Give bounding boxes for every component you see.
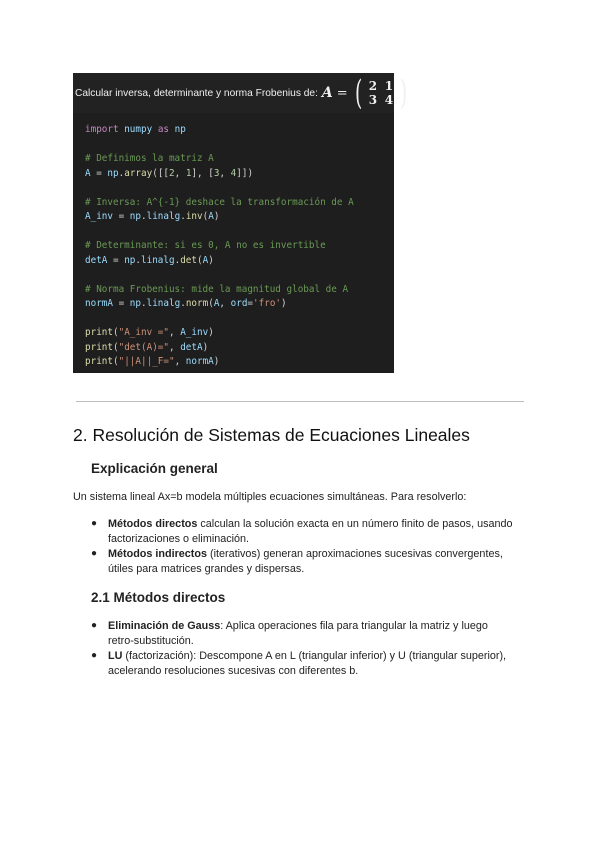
methods-list	[91, 517, 513, 577]
code-comment-line: # Inversa: A^{-1} deshace la transformación de A	[85, 196, 354, 208]
code-header	[73, 73, 408, 113]
code-blank-line	[85, 268, 394, 283]
code-line: A = np.array([[2, 1], [3, 4]])	[85, 167, 254, 179]
code-line: print("||A||_F=", normA)	[85, 356, 220, 367]
list-item	[91, 619, 506, 648]
list-item-term: LU	[108, 650, 123, 662]
code-comment-line: # Definimos la matriz A	[85, 153, 214, 164]
subsection-title-direct-methods: 2.1 Métodos directos	[91, 590, 226, 605]
list-item-text: (iterativos) generan aproximaciones sucesivas convergentes,	[206, 548, 503, 560]
matrix-variable: A	[321, 85, 333, 101]
matrix-cell: 4	[384, 92, 394, 107]
code-line: A_inv = np.linalg.inv(A)	[85, 211, 220, 222]
code-comment-line: # Determinante: si es 0, A no es invertible	[85, 240, 326, 251]
list-item-text: : Aplica operaciones fila para triangular la matriz y luego	[220, 620, 488, 632]
bullet-icon: ●	[91, 548, 98, 559]
bullet-icon: ●	[91, 620, 98, 631]
list-item	[91, 547, 513, 576]
direct-methods-list	[91, 619, 506, 679]
code-line: detA = np.linalg.det(A)	[85, 254, 214, 266]
matrix-cell: 1	[384, 78, 394, 93]
list-item-term: Métodos indirectos	[108, 548, 207, 560]
code-blank-line	[85, 225, 394, 240]
list-item-text-cont: acelerando resoluciones sucesivas con diferentes b.	[108, 664, 359, 677]
bullet-icon: ●	[91, 518, 98, 529]
list-item-text: (factorización): Descompone A en L (triangular inferior) y U (triangular superior),	[122, 650, 507, 662]
code-blank-line	[85, 181, 394, 196]
code-comment-line: # Norma Frobenius: mide la magnitud global de A	[85, 283, 349, 295]
code-line: print("A_inv =", A_inv)	[85, 327, 214, 338]
code-blank-line	[85, 138, 394, 153]
list-item	[91, 649, 506, 678]
code-header-text: Calcular inversa, determinante y norma Frobenius de:	[75, 87, 318, 99]
subsection-title-general: Explicación general	[91, 461, 218, 476]
matrix-grid	[365, 80, 397, 107]
intro-paragraph: Un sistema lineal Ax=b modela múltiples ecuaciones simultáneas. Para resolverlo:	[73, 491, 467, 503]
matrix-expression	[321, 73, 410, 113]
code-body	[73, 113, 394, 370]
matrix-equals: =	[336, 85, 348, 101]
list-item	[91, 517, 513, 546]
matrix-cell: 3	[368, 92, 378, 107]
bullet-icon: ●	[91, 650, 98, 661]
list-item-term: Métodos directos	[108, 518, 198, 530]
list-item-text-cont: útiles para matrices grandes y dispersas.	[108, 562, 305, 575]
code-line: import numpy as np	[85, 124, 186, 135]
list-item-text-cont: factorizaciones o eliminación.	[108, 532, 250, 545]
list-item-term: Eliminación de Gauss	[108, 620, 221, 632]
left-paren-icon: (	[354, 73, 362, 113]
code-blank-line	[85, 312, 394, 327]
matrix-cell: 2	[368, 78, 378, 93]
code-screenshot	[73, 73, 408, 373]
right-paren-icon: )	[399, 73, 408, 113]
list-item-text-cont: retro-substitución.	[108, 634, 194, 647]
section-title: 2. Resolución de Sistemas de Ecuaciones Lineales	[73, 425, 470, 445]
code-line: normA = np.linalg.norm(A, ord='fro')	[85, 298, 287, 309]
list-item-text: calculan la solución exacta en un número finito de pasos, usando	[197, 518, 513, 530]
code-line: print("det(A)=", detA)	[85, 341, 209, 353]
section-divider	[76, 401, 524, 402]
